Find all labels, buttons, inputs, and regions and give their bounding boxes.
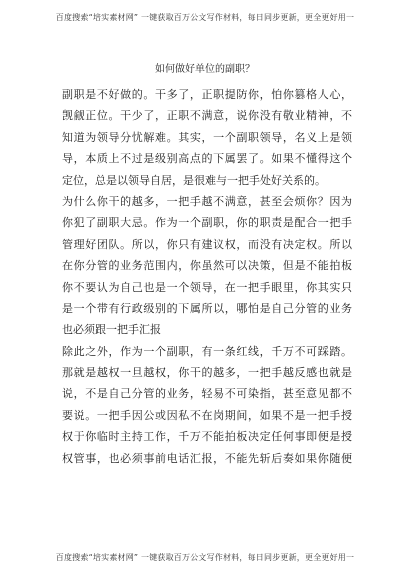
body-line: 副职是不好做的。干多了，正职提防你，怕你篡格人心，	[62, 88, 352, 101]
body-line: 你犯了副职大忌。作为一个副职，你的职责是配合一把手	[62, 216, 352, 230]
body-line: 要说。一把手因公或因私不在岗期间，如果不是一把手授	[62, 408, 352, 422]
body-line: 导，本质上不过是级别高点的下属罢了。如果不懂得这个	[62, 152, 352, 166]
body-line: 你不要认为自己也是一个领导，在一把手眼里，你其实只	[62, 280, 352, 294]
body-line: 觊觎正位。干少了，正职不满意，说你没有敬业精神，不	[62, 109, 352, 123]
body-line: 也必须跟一把手汇报	[62, 323, 161, 337]
document-body	[62, 84, 352, 469]
body-line: 管理好团队。所以，你只有建议权，而没有决定权。所以	[62, 237, 352, 251]
body-line: 权管事，也必须事前电话汇报，不能先斩后奏如果你随便	[62, 451, 352, 465]
document-title: 如何做好单位的副职？	[155, 64, 255, 75]
body-line: 说，不是自己分管的业务，轻易不可染指，甚至意见都不	[62, 387, 352, 401]
body-line: 在你分管的业务范围内，你虽然可以决策，但是不能拍板	[62, 259, 352, 273]
page-footer: 百度搜索“培实素材网” 一键获取百万公文写作材料，每日同步更新，更全更好用一	[55, 553, 355, 562]
body-line: 知道为领导分忧解难。其实，一个副职领导，名义上是领	[62, 130, 352, 144]
body-line: 除此之外，作为一个副职，有一条红线，千万不可踩踏。	[62, 344, 352, 358]
page-header: 百度搜索“培实素材网” 一键获取百万公文写作材料，每日同步更新，更全更好用一	[55, 13, 355, 22]
body-line: 是一个带有行政级别的下属所以，哪怕是自己分管的业务	[62, 301, 352, 315]
body-line: 权于你临时主持工作，千万不能拍板决定任何事即便是授	[62, 430, 352, 444]
body-line: 为什么你干的越多，一把手越不满意，甚至会烦你？因为	[62, 194, 352, 208]
body-line: 那就是越权一旦越权，你干的越多，一把手越反感也就是	[62, 366, 352, 380]
body-line: 定位，总是以领导自居，是很难与一把手处好关系的。	[62, 173, 326, 187]
